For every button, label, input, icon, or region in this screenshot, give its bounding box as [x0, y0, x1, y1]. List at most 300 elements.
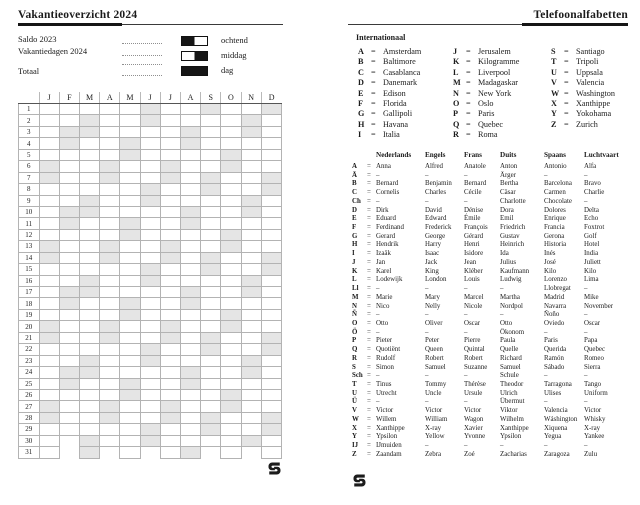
day-number: 20 — [19, 321, 40, 332]
alphabet-word: Wáshington — [544, 415, 578, 423]
calendar-cell — [79, 412, 99, 423]
calendar-cell — [59, 389, 79, 400]
alphabet-word: Cécile — [464, 189, 482, 197]
calendar-cell — [140, 172, 160, 183]
alphabet-word: Zoé — [464, 450, 475, 458]
calendar-cell — [221, 412, 241, 423]
alphabet-word: Tinus — [376, 380, 392, 388]
calendar-cell — [160, 241, 180, 252]
calendar-cell — [180, 378, 200, 389]
calendar-cell — [221, 309, 241, 320]
calendar-cell — [79, 229, 99, 240]
calendar-cell — [140, 309, 160, 320]
equals-sign: = — [367, 424, 371, 432]
calendar-cell — [120, 309, 140, 320]
alphabet-word: Oscar — [584, 319, 601, 327]
calendar-cell — [120, 161, 140, 172]
alphabet-word: – — [500, 311, 504, 319]
alphabet-word: Ulises — [544, 389, 562, 397]
calendar-cell — [79, 184, 99, 195]
alphabet-word: Queen — [425, 346, 443, 354]
alphabet-letter: Ö — [352, 328, 358, 336]
intl-column-2 — [551, 47, 629, 130]
alphabet-word: – — [425, 197, 429, 205]
alphabet-letter: Sch — [352, 372, 363, 380]
calendar-cell — [201, 218, 221, 229]
calendar-row — [19, 355, 282, 366]
calendar-cell — [79, 218, 99, 229]
calendar-cell — [201, 184, 221, 195]
calendar-cell — [79, 309, 99, 320]
calendar-cell — [120, 264, 140, 275]
alphabet-word: – — [544, 328, 548, 336]
alphabet-row — [352, 207, 630, 216]
alphabet-row — [352, 268, 630, 277]
calendar-cell — [39, 264, 59, 275]
intl-letter: I — [358, 130, 362, 140]
equals-sign: = — [367, 319, 371, 327]
calendar-row — [19, 195, 282, 206]
calendar-cell — [221, 321, 241, 332]
alphabet-word: Yankee — [584, 433, 605, 441]
calendar-cell — [140, 115, 160, 126]
calendar-cell — [100, 229, 120, 240]
vakantiedagen-label: Vakantiedagen 2024 — [18, 46, 88, 56]
calendar-cell — [201, 287, 221, 298]
alphabet-row — [352, 198, 630, 207]
calendar-cell — [79, 298, 99, 309]
alphabet-word: – — [425, 171, 429, 179]
calendar-cell — [160, 298, 180, 309]
alphabet-word: – — [376, 171, 380, 179]
alphabet-word: Quotiënt — [376, 346, 401, 354]
alphabet-word: Yellow — [425, 433, 445, 441]
calendar-cell — [241, 287, 261, 298]
calendar-cell — [201, 149, 221, 160]
calendar-cell — [39, 355, 59, 366]
alphabet-word: Kilo — [584, 267, 597, 275]
day-number: 6 — [19, 161, 40, 172]
calendar-cell — [140, 298, 160, 309]
alphabet-word: Juliett — [584, 258, 601, 266]
calendar-cell — [120, 401, 140, 412]
alphabet-row — [352, 407, 630, 416]
calendar-cell — [221, 447, 241, 458]
calendar-cell — [201, 252, 221, 263]
alphabet-word: François — [464, 224, 488, 232]
alphabet-word: Theodor — [500, 380, 524, 388]
calendar-cell — [160, 435, 180, 446]
calendar-cell — [201, 412, 221, 423]
calendar-cell — [241, 195, 261, 206]
equals-sign: = — [564, 109, 569, 119]
calendar-row — [19, 229, 282, 240]
month-header: J — [140, 92, 160, 104]
alphabet-word: Yvonne — [464, 433, 486, 441]
alphabet-word: Francia — [544, 224, 565, 232]
alphabet-word: Ida — [500, 250, 509, 258]
equals-sign: = — [466, 98, 471, 108]
calendar-cell — [180, 264, 200, 275]
alphabet-word: – — [376, 398, 380, 406]
alphabet-word: Übermut — [500, 398, 525, 406]
calendar-cell — [39, 401, 59, 412]
alphabet-word: Marie — [376, 293, 393, 301]
intl-letter: N — [453, 88, 459, 98]
equals-sign: = — [367, 197, 371, 205]
calendar-header-row — [19, 92, 282, 104]
intl-column-1 — [453, 47, 550, 141]
calendar-cell — [261, 447, 281, 458]
alphabet-word: Zulu — [584, 450, 598, 458]
equals-sign: = — [367, 189, 371, 197]
alphabet-letter: L — [352, 276, 357, 284]
alphabet-word: – — [464, 285, 468, 293]
calendar-cell — [39, 161, 59, 172]
calendar-row — [19, 412, 282, 423]
intl-letter: P — [453, 109, 459, 119]
alphabet-word: Simon — [376, 363, 394, 371]
alphabet-word: Madrid — [544, 293, 565, 301]
alphabet-word: Willem — [376, 415, 397, 423]
alphabet-word: – — [425, 311, 429, 319]
calendar-cell-empty — [100, 447, 120, 458]
alphabet-row — [352, 294, 630, 303]
alphabet-row — [352, 215, 630, 224]
equals-sign: = — [367, 224, 371, 232]
calendar-cell — [39, 447, 59, 458]
calendar-cell — [79, 321, 99, 332]
calendar-cell — [180, 138, 200, 149]
alphabet-word: Victor — [464, 407, 482, 415]
alphabet-word: Samuel — [500, 363, 521, 371]
calendar-cell-empty — [140, 447, 160, 458]
calendar-cell — [140, 264, 160, 275]
calendar-row — [19, 184, 282, 195]
calendar-row — [19, 367, 282, 378]
alphabet-word: Xavier — [464, 424, 483, 432]
calendar-cell — [100, 435, 120, 446]
calendar-cell — [140, 126, 160, 137]
calendar-cell — [221, 389, 241, 400]
calendar-cell — [120, 172, 140, 183]
alphabet-letter: P — [352, 337, 357, 345]
calendar-cell — [180, 104, 200, 115]
alphabet-word: Xiquena — [544, 424, 568, 432]
alphabet-word: Oscar — [464, 319, 481, 327]
intl-word: Florida — [383, 98, 407, 108]
calendar-cell — [241, 367, 261, 378]
alphabet-letter: Q — [352, 346, 358, 354]
calendar-cell — [39, 367, 59, 378]
alphabet-word: Carmen — [544, 189, 566, 197]
calendar-cell — [201, 229, 221, 240]
calendar-cell — [241, 252, 261, 263]
equals-sign: = — [367, 285, 371, 293]
alphabet-word: – — [500, 285, 504, 293]
alphabet-word: Oliver — [425, 319, 443, 327]
calendar-cell — [201, 241, 221, 252]
intl-entry — [358, 89, 452, 99]
intl-letter: S — [551, 47, 556, 56]
calendar-cell — [59, 298, 79, 309]
intl-entry — [551, 99, 629, 109]
alphabet-row — [352, 346, 630, 355]
succes-logo-icon — [352, 473, 367, 488]
day-number: 14 — [19, 252, 40, 263]
alphabet-word: Zacharias — [500, 450, 527, 458]
calendar-cell — [221, 149, 241, 160]
equals-sign: = — [367, 232, 371, 240]
calendar-cell — [39, 138, 59, 149]
calendar-cell — [241, 161, 261, 172]
alphabet-word: – — [464, 442, 468, 449]
intl-letter: Z — [551, 119, 557, 129]
calendar-cell — [79, 172, 99, 183]
alphabet-word: Foxtrot — [584, 224, 605, 232]
intl-word: Casablanca — [383, 67, 421, 77]
alphabet-word: Inés — [544, 250, 556, 258]
intl-column-0 — [358, 47, 452, 141]
calendar-cell — [241, 332, 261, 343]
day-number: 3 — [19, 126, 40, 137]
day-number: 2 — [19, 115, 40, 126]
calendar-cell — [140, 287, 160, 298]
equals-sign: = — [367, 180, 371, 188]
alphabet-word: Tommy — [425, 380, 447, 388]
calendar-cell — [160, 172, 180, 183]
calendar-cell — [39, 195, 59, 206]
day-number: 12 — [19, 229, 40, 240]
calendar-cell — [39, 287, 59, 298]
day-number: 26 — [19, 389, 40, 400]
calendar-row — [19, 206, 282, 217]
right-page-title: Telefoonalfabetten — [533, 9, 628, 21]
intl-word: Paris — [478, 109, 495, 119]
calendar-cell — [160, 195, 180, 206]
alphabet-word: Kléber — [464, 267, 483, 275]
alphabet-letter: J — [352, 258, 356, 266]
equals-sign: = — [367, 163, 371, 170]
intl-word: Amsterdam — [383, 47, 422, 56]
alphabet-word: Rudolf — [376, 354, 396, 362]
totaal-label: Totaal — [18, 66, 40, 76]
calendar-cell — [39, 298, 59, 309]
alphabet-column-header: Duits — [500, 151, 517, 159]
alphabet-row — [352, 241, 630, 250]
alphabet-word: Tarragona — [544, 380, 572, 388]
day-number: 28 — [19, 412, 40, 423]
calendar-row — [19, 264, 282, 275]
calendar-cell — [100, 241, 120, 252]
alphabet-word: Edward — [425, 215, 447, 223]
equals-sign: = — [564, 67, 569, 77]
calendar-cell — [160, 161, 180, 172]
calendar-cell — [79, 435, 99, 446]
intl-word: New York — [478, 88, 512, 98]
equals-sign: = — [371, 67, 376, 77]
calendar-cell — [100, 149, 120, 160]
calendar-cell — [261, 229, 281, 240]
calendar-cell — [160, 424, 180, 435]
alphabet-word: Navarra — [544, 302, 567, 310]
alphabet-word: Isaac — [425, 250, 440, 258]
alphabet-row — [352, 311, 630, 320]
calendar-cell — [180, 149, 200, 160]
alphabet-word: Paris — [544, 337, 558, 345]
calendar-cell — [261, 252, 281, 263]
alphabet-word: Ulrich — [500, 389, 518, 397]
alphabet-word: Suzanne — [464, 363, 488, 371]
calendar-cell — [100, 332, 120, 343]
alphabet-word: – — [464, 372, 468, 380]
intl-word: Quebec — [478, 119, 504, 129]
calendar-cell — [221, 115, 241, 126]
calendar-cell — [261, 115, 281, 126]
alphabet-word: Bernard — [376, 180, 399, 188]
alphabet-word: Gerona — [544, 232, 565, 240]
calendar-cell — [39, 206, 59, 217]
intl-entry — [551, 109, 629, 119]
alphabet-word: – — [584, 285, 588, 293]
calendar-cell — [241, 435, 261, 446]
saldo-label: Saldo 2023 — [18, 34, 57, 44]
alphabet-word: Zebra — [425, 450, 442, 458]
alphabet-row — [352, 381, 630, 390]
alphabet-word: Otto — [376, 319, 389, 327]
calendar-cell — [241, 264, 261, 275]
alphabet-word: Karel — [376, 267, 392, 275]
calendar-cell — [221, 367, 241, 378]
alphabet-word: Wagon — [464, 415, 484, 423]
calendar-cell — [261, 378, 281, 389]
calendar-cell — [59, 355, 79, 366]
calendar-cell — [261, 149, 281, 160]
alphabet-row — [352, 224, 630, 233]
alphabet-row — [352, 172, 630, 181]
alphabet-letter: Ch — [352, 197, 361, 205]
calendar-cell — [140, 389, 160, 400]
alphabet-row — [352, 259, 630, 268]
alphabet-word: Mary — [425, 293, 440, 301]
calendar-cell — [180, 275, 200, 286]
calendar-cell — [39, 424, 59, 435]
calendar-cell-empty — [59, 435, 79, 446]
day-number: 17 — [19, 287, 40, 298]
alphabet-letter: C — [352, 189, 357, 197]
calendar-cell — [201, 355, 221, 366]
alphabet-word: Gérard — [464, 232, 484, 240]
alphabet-word: Quelle — [500, 346, 519, 354]
alphabet-word: – — [425, 398, 429, 406]
calendar-cell — [120, 412, 140, 423]
calendar-cell — [261, 275, 281, 286]
alphabet-word: Peter — [425, 337, 440, 345]
alphabet-word: Bertha — [500, 180, 519, 188]
calendar-cell — [261, 367, 281, 378]
calendar-cell — [140, 424, 160, 435]
calendar-cell — [221, 435, 241, 446]
calendar-cell — [120, 218, 140, 229]
calendar-cell — [261, 309, 281, 320]
day-number: 27 — [19, 401, 40, 412]
equals-sign: = — [367, 346, 371, 354]
calendar-cell — [100, 218, 120, 229]
calendar-cell — [59, 424, 79, 435]
intl-word: Zurich — [576, 119, 598, 129]
calendar-cell — [100, 138, 120, 149]
equals-sign: = — [367, 415, 371, 423]
calendar-cell — [59, 229, 79, 240]
alphabet-word: Izaäk — [376, 250, 391, 258]
calendar-cell — [180, 229, 200, 240]
alphabet-word: Thérèse — [464, 380, 486, 388]
calendar-cell — [120, 367, 140, 378]
calendar-cell — [79, 126, 99, 137]
alphabet-word: Delta — [584, 206, 599, 214]
calendar-cell — [120, 287, 140, 298]
calendar-cell — [241, 241, 261, 252]
alphabet-word: Lorenzo — [544, 276, 567, 284]
intl-word: Oslo — [478, 98, 494, 108]
calendar-cell — [39, 229, 59, 240]
alphabet-word: King — [425, 267, 439, 275]
calendar-cell — [100, 115, 120, 126]
calendar-cell — [79, 161, 99, 172]
calendar-cell — [120, 378, 140, 389]
day-number: 7 — [19, 172, 40, 183]
equals-sign: = — [466, 67, 471, 77]
alphabet-word: Richard — [500, 354, 522, 362]
alphabet-word: Alfred — [425, 163, 443, 170]
alphabet-word: Friedrich — [500, 224, 526, 232]
calendar-cell — [160, 218, 180, 229]
calendar-cell — [201, 206, 221, 217]
alphabet-word: Robert — [464, 354, 483, 362]
alphabet-word: Nico — [376, 302, 390, 310]
calendar-cell — [59, 412, 79, 423]
intl-entry — [358, 47, 452, 57]
calendar-cell — [180, 126, 200, 137]
calendar-cell — [39, 344, 59, 355]
calendar-cell — [79, 264, 99, 275]
calendar-cell — [261, 172, 281, 183]
alphabet-word: Tango — [584, 380, 602, 388]
calendar-cell — [180, 389, 200, 400]
day-number: 9 — [19, 195, 40, 206]
calendar-cell — [79, 241, 99, 252]
calendar-cell — [201, 172, 221, 183]
calendar-cell — [241, 389, 261, 400]
calendar-row — [19, 287, 282, 298]
calendar-cell — [160, 321, 180, 332]
intl-word: Italia — [383, 130, 400, 140]
intl-letter: V — [551, 78, 557, 88]
calendar-cell — [221, 195, 241, 206]
calendar-cell — [241, 138, 261, 149]
equals-sign: = — [367, 450, 371, 458]
alphabet-word: Martha — [500, 293, 520, 301]
intl-word: Gallipoli — [383, 109, 413, 119]
alphabet-word: Victor — [425, 407, 443, 415]
calendar-cell — [79, 344, 99, 355]
calendar-cell — [140, 138, 160, 149]
alphabet-word: Charlotte — [500, 197, 526, 205]
alphabet-word: – — [584, 442, 588, 449]
intl-word: Santiago — [576, 47, 605, 56]
calendar-cell — [261, 161, 281, 172]
calendar-row — [19, 344, 282, 355]
